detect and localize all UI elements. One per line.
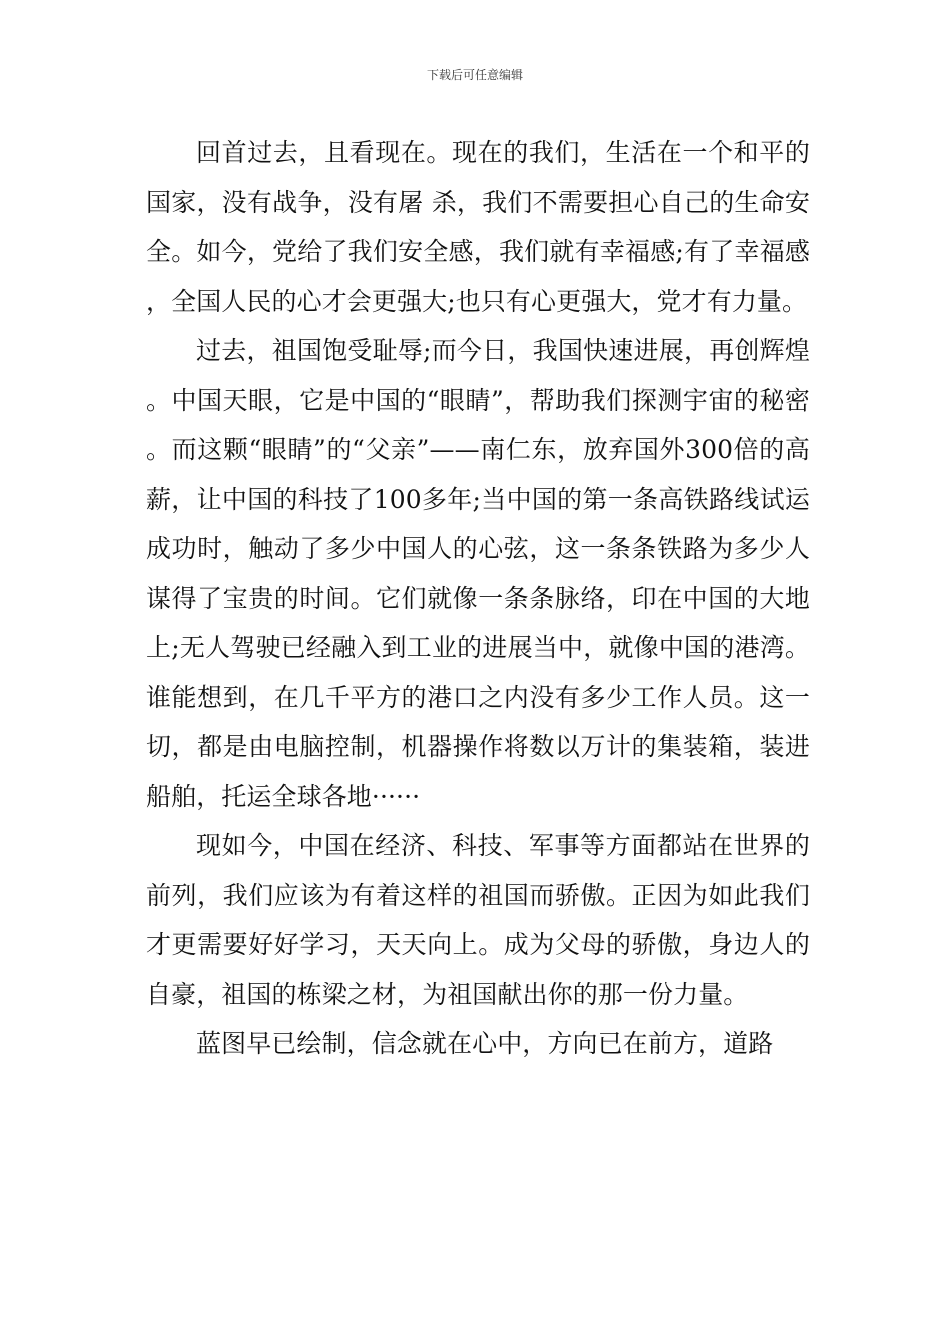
paragraph-1: 回首过去，且看现在。现在的我们，生活在一个和平的国家，没有战争，没有屠 杀，我们不需要担心自己的生命安全。如今，党给了我们安全感，我们就有幸福感;有了幸福感，全国人民的心才会更强大;也只有心更强大，党才有力量。: [146, 138, 810, 316]
page-header-note: 下载后可任意编辑: [426, 68, 523, 82]
document-body: [146, 128, 810, 1069]
paragraph-2: 过去，祖国饱受耻辱;而今日，我国快速进展，再创辉煌。中国天眼，它是中国的“眼睛”，帮助我们探测宇宙的秘密。而这颗“眼睛”的“父亲”——南仁东，放弃国外300倍的高薪，让中国的科技了100多年;当中国的第一条高铁路线试运成功时，触动了多少中国人的心弦，这一条条铁路为多少人谋得了宝贵的时间。它们就像一条条脉络，印在中国的大地上;无人驾驶已经融入到工业的进展当中，就像中国的港湾。谁能想到，在几千平方的港口之内没有多少工作人员。这一切，都是由电脑控制，机器操作将数以万计的集装箱，装进船舶，托运全球各地······: [146, 336, 810, 811]
paragraph-3: 现如今，中国在经济、科技、军事等方面都站在世界的前列，我们应该为有着这样的祖国而骄傲。正因为如此我们才更需要好好学习，天天向上。成为父母的骄傲，身边人的自豪，祖国的栋梁之材，为祖国献出你的那一份力量。: [146, 831, 810, 1009]
paragraph-4: 蓝图早已绘制，信念就在心中，方向已在前方，道路: [196, 1029, 774, 1058]
